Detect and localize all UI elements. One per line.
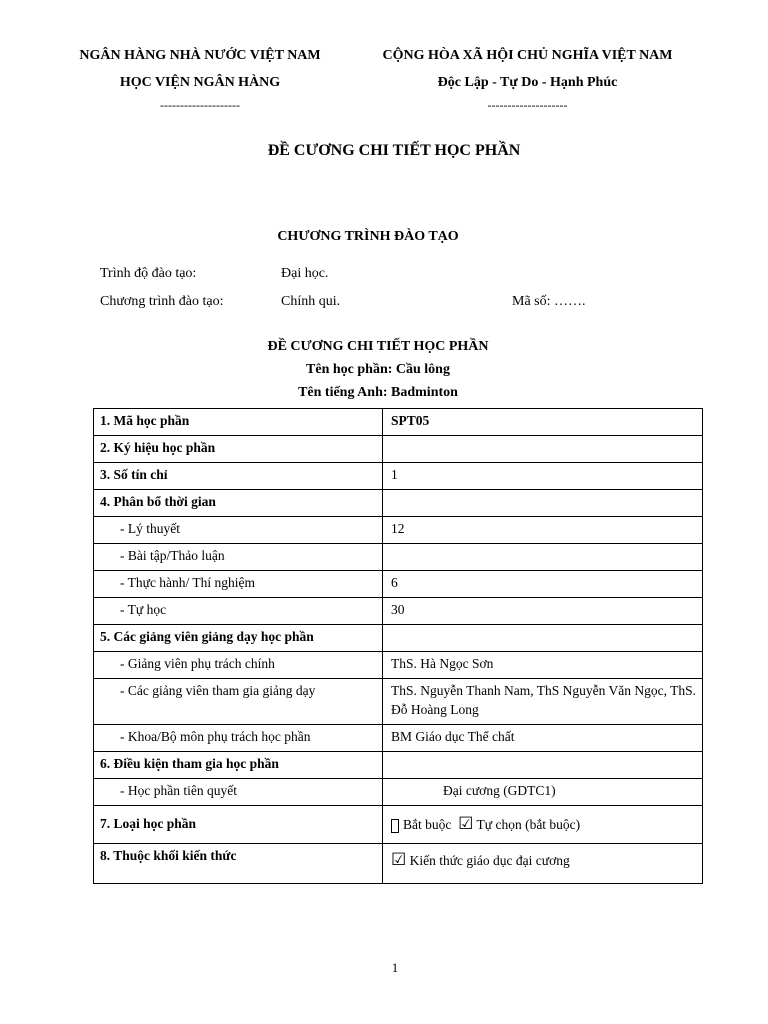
department-label: - Khoa/Bộ môn phụ trách học phần xyxy=(120,729,311,744)
prerequisite-course-value: Đại cương (GDTC1) xyxy=(383,779,703,806)
program-title: CHƯƠNG TRÌNH ĐÀO TẠO xyxy=(277,229,459,244)
level-value: Đại học. xyxy=(281,266,329,281)
course-english-name: Tên tiếng Anh: Badminton xyxy=(298,385,458,400)
course-symbol-label: 2. Ký hiệu học phần xyxy=(94,436,383,463)
table-row xyxy=(94,625,703,652)
table-row xyxy=(94,517,703,544)
required-option: Bắt buộc xyxy=(403,817,452,832)
table-row xyxy=(94,544,703,571)
table-row xyxy=(94,490,703,517)
right-divider: -------------------- xyxy=(487,98,568,112)
exercise-value xyxy=(383,544,703,571)
course-code-value: SPT05 xyxy=(383,409,703,436)
lecturers-label: 5. Các giảng viên giảng dạy học phần xyxy=(94,625,383,652)
prerequisites-value xyxy=(383,752,703,779)
level-label: Trình độ đào tạo: xyxy=(100,266,197,281)
course-spec-table xyxy=(93,408,703,884)
program-label: Chương trình đào tạo: xyxy=(100,294,224,309)
table-row xyxy=(94,598,703,625)
practice-label: - Thực hành/ Thí nghiệm xyxy=(120,575,256,590)
course-name: Tên học phần: Cầu lông xyxy=(306,362,450,377)
course-type-label: 7. Loại học phần xyxy=(94,806,383,844)
page-number: 1 xyxy=(391,960,399,975)
credits-label: 3. Số tín chỉ xyxy=(94,463,383,490)
course-outline-title: ĐỀ CƯƠNG CHI TIẾT HỌC PHẦN xyxy=(267,339,489,354)
table-row xyxy=(94,571,703,598)
prerequisites-label: 6. Điều kiện tham gia học phần xyxy=(94,752,383,779)
time-allocation-value xyxy=(383,490,703,517)
prerequisite-course-label: - Học phần tiên quyết xyxy=(120,783,237,798)
academy-name: HỌC VIỆN NGÂN HÀNG xyxy=(119,75,281,90)
lecturers-value xyxy=(383,625,703,652)
course-symbol-value xyxy=(383,436,703,463)
program-value: Chính qui. xyxy=(281,294,341,309)
table-row xyxy=(94,436,703,463)
knowledge-block-label: 8. Thuộc khối kiến thức xyxy=(94,844,383,884)
theory-label: - Lý thuyết xyxy=(120,521,180,536)
table-row xyxy=(94,806,703,844)
motto: Độc Lập - Tự Do - Hạnh Phúc xyxy=(437,75,618,90)
required-checkbox-icon xyxy=(391,819,399,833)
table-row xyxy=(94,725,703,752)
main-lecturer-label: - Giảng viên phụ trách chính xyxy=(120,656,275,671)
left-divider: -------------------- xyxy=(160,98,240,112)
table-row xyxy=(94,652,703,679)
knowledge-block-value: Kiến thức giáo dục đại cương xyxy=(409,853,570,868)
table-row xyxy=(94,752,703,779)
self-study-value: 30 xyxy=(383,598,703,625)
course-code-label: 1. Mã học phần xyxy=(94,409,383,436)
time-allocation-label: 4. Phân bổ thời gian xyxy=(94,490,383,517)
main-lecturer-value: ThS. Hà Ngọc Sơn xyxy=(383,652,703,679)
agency-name: NGÂN HÀNG NHÀ NƯỚC VIỆT NAM xyxy=(79,48,321,63)
country-name: CỘNG HÒA XÃ HỘI CHỦ NGHĨA VIỆT NAM xyxy=(382,48,673,63)
table-row xyxy=(94,463,703,490)
program-code: Mã số: ……. xyxy=(512,294,586,309)
table-row xyxy=(94,844,703,884)
elective-checked-icon: ☑ xyxy=(458,814,474,833)
credits-value: 1 xyxy=(383,463,703,490)
practice-value: 6 xyxy=(383,571,703,598)
elective-option: Tự chọn (bắt buộc) xyxy=(476,817,581,832)
co-lecturers-label: - Các giảng viên tham gia giảng dạy xyxy=(120,683,316,698)
exercise-label: - Bài tập/Thảo luận xyxy=(120,548,225,563)
table-row xyxy=(94,409,703,436)
general-knowledge-checked-icon: ☑ xyxy=(391,850,407,869)
document-title: ĐỀ CƯƠNG CHI TIẾT HỌC PHẦN xyxy=(267,142,521,159)
co-lecturers-value: ThS. Nguyễn Thanh Nam, ThS Nguyễn Văn Ngọc, ThS. Đỗ Hoàng Long xyxy=(383,679,703,725)
table-row xyxy=(94,779,703,806)
theory-value: 12 xyxy=(383,517,703,544)
department-value: BM Giáo dục Thể chất xyxy=(383,725,703,752)
self-study-label: - Tự học xyxy=(120,602,167,617)
table-row xyxy=(94,679,703,725)
